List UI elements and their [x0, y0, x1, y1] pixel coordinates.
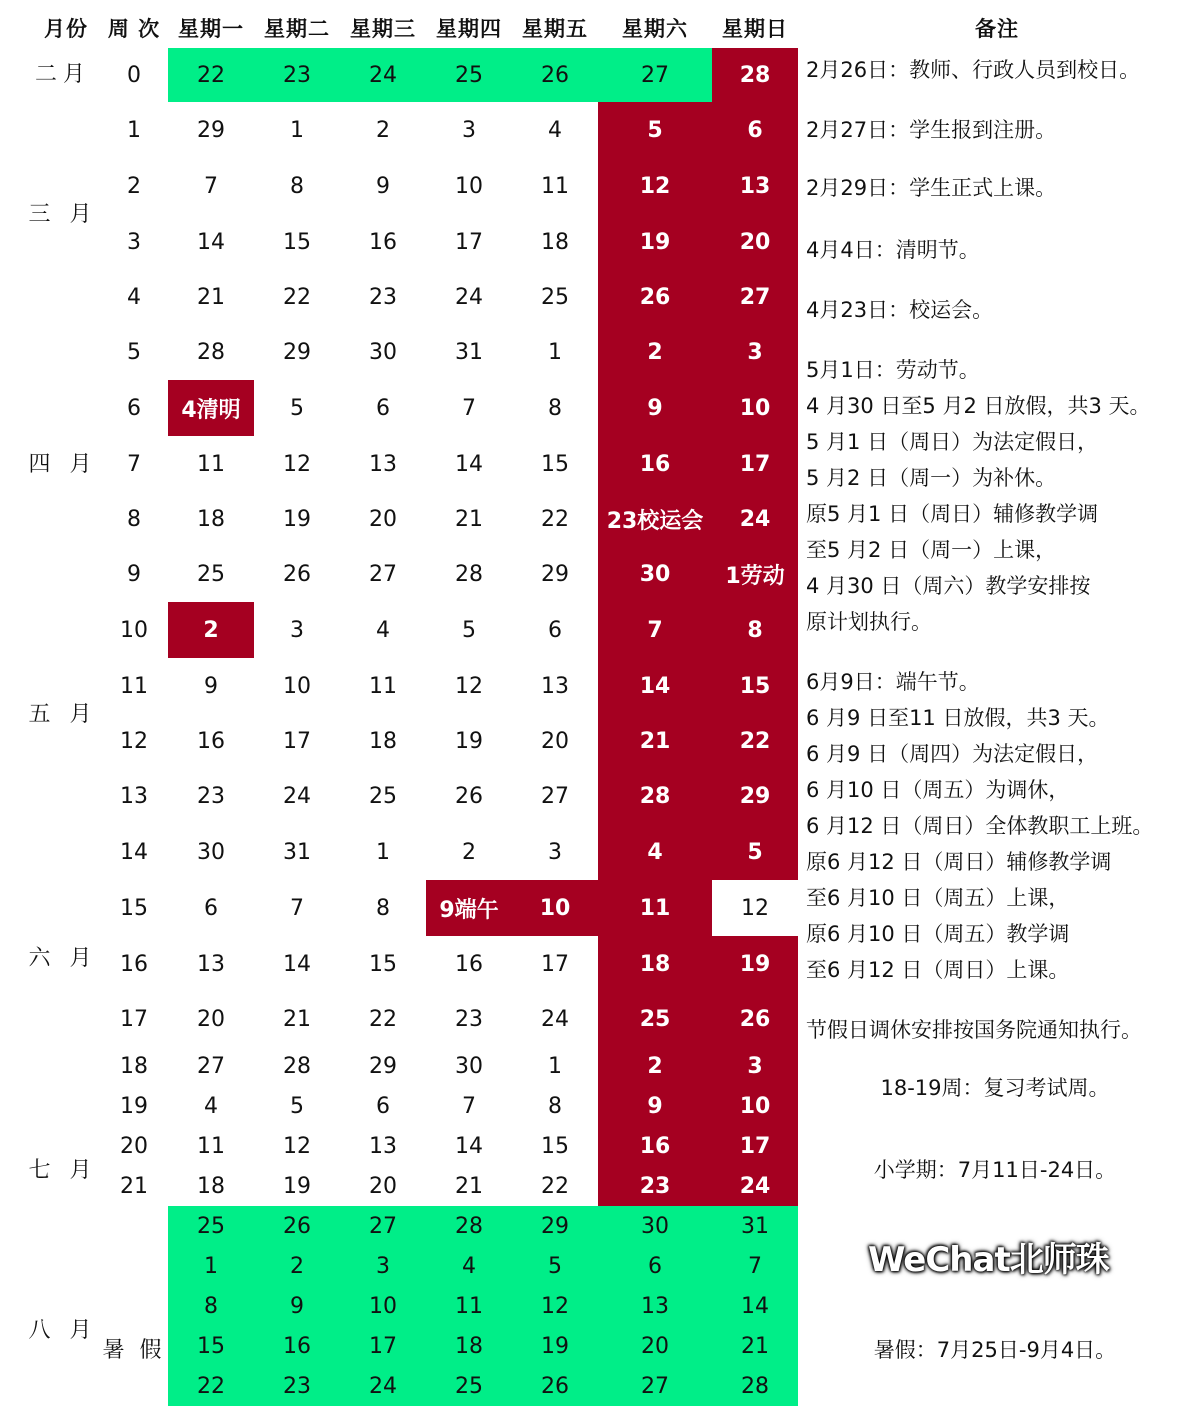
day-cell: 20: [712, 214, 798, 270]
week-number: 18: [120, 1053, 148, 1079]
week-number: 6: [127, 395, 141, 421]
day-cell: 7: [462, 395, 476, 421]
wechat-watermark: WeChat北师珠: [868, 1240, 1109, 1280]
day-cell: 13: [197, 951, 225, 977]
day-cell: 13: [712, 158, 798, 214]
day-cell: 16: [598, 436, 712, 492]
week-number: [100, 1286, 168, 1326]
day-cell: 8: [712, 602, 798, 658]
day-cell: 4: [548, 117, 562, 143]
note-line: 6月9日：端午节。: [806, 670, 980, 694]
day-cell: 22: [168, 48, 254, 102]
day-cell: 10: [455, 173, 483, 199]
day-cell: 21: [455, 1173, 483, 1199]
week-number: [100, 1206, 168, 1246]
week-number: 0: [127, 62, 141, 88]
day-cell: 22: [541, 1173, 569, 1199]
day-cell: 17: [340, 1326, 426, 1366]
day-cell: 9: [204, 673, 218, 699]
day-cell: 7: [290, 895, 304, 921]
day-cell: 5: [290, 1093, 304, 1119]
day-cell: 27: [712, 270, 798, 324]
day-cell: 18: [197, 1173, 225, 1199]
day-cell: 26: [598, 270, 712, 324]
day-cell: 21: [455, 506, 483, 532]
day-cell: 14: [197, 229, 225, 255]
note-line: 至6 月12 日（周日）上课。: [806, 958, 1070, 982]
day-cell: 8: [376, 895, 390, 921]
day-cell: 24: [541, 1006, 569, 1032]
day-cell: 10: [712, 380, 798, 436]
day-cell: 7: [598, 602, 712, 658]
day-cell: 2: [598, 1046, 712, 1086]
day-cell: 19: [512, 1326, 598, 1366]
day-cell: 29: [512, 1206, 598, 1246]
day-cell: 28: [197, 339, 225, 365]
day-cell: 5: [462, 617, 476, 643]
day-cell: 23校运会: [598, 492, 712, 546]
day-cell: 29: [369, 1053, 397, 1079]
day-cell: 22: [168, 1366, 254, 1406]
day-cell: 7: [462, 1093, 476, 1119]
week-number: 12: [120, 728, 148, 754]
month-label-apr: 四 月: [28, 451, 98, 477]
day-cell: 19: [455, 728, 483, 754]
day-cell: 30: [598, 546, 712, 602]
header-week: 周 次: [107, 17, 161, 41]
week-number: 14: [120, 839, 148, 865]
week-number: 11: [120, 673, 148, 699]
day-cell: 27: [598, 1366, 712, 1406]
day-cell: 31: [455, 339, 483, 365]
day-cell: 9: [254, 1286, 340, 1326]
day-cell: 12: [283, 451, 311, 477]
note-summer: 暑假：7月25日-9月4日。: [873, 1338, 1117, 1362]
day-cell: 5: [512, 1246, 598, 1286]
day-cell: 16: [369, 229, 397, 255]
day-cell: 14: [283, 951, 311, 977]
day-cell: 9端午: [426, 880, 512, 936]
day-cell: 10: [283, 673, 311, 699]
week-number: 1: [127, 117, 141, 143]
day-cell: 22: [541, 506, 569, 532]
day-cell: 21: [598, 714, 712, 768]
day-cell: 17: [283, 728, 311, 754]
day-cell: 13: [541, 673, 569, 699]
day-cell: 8: [168, 1286, 254, 1326]
day-cell: 12: [741, 895, 769, 921]
day-cell: 20: [598, 1326, 712, 1366]
day-cell: 19: [283, 506, 311, 532]
day-cell: 4: [376, 617, 390, 643]
day-cell: 4: [598, 824, 712, 880]
day-cell: 24: [340, 48, 426, 102]
day-cell: 12: [598, 158, 712, 214]
day-cell: 12: [455, 673, 483, 699]
day-cell: 16: [254, 1326, 340, 1366]
day-cell: 25: [541, 284, 569, 310]
header-notes: 备注: [975, 17, 1019, 41]
day-cell: 12: [512, 1286, 598, 1326]
note-line: 2月26日：教师、行政人员到校日。: [806, 58, 1141, 82]
day-cell: 24: [712, 1166, 798, 1206]
week-number: [100, 1246, 168, 1286]
week-number: 2: [127, 173, 141, 199]
day-cell: 27: [541, 783, 569, 809]
day-cell: 11: [598, 880, 712, 936]
day-cell: 11: [426, 1286, 512, 1326]
note-line: 4月23日：校运会。: [806, 298, 994, 322]
day-cell: 10: [512, 880, 598, 936]
month-label-feb: 二月: [34, 61, 91, 87]
day-cell: 21: [712, 1326, 798, 1366]
day-cell: 3: [462, 117, 476, 143]
note-line: 原6 月12 日（周日）辅修教学调: [806, 850, 1112, 874]
day-cell: 22: [283, 284, 311, 310]
day-cell: 6: [712, 102, 798, 158]
note-line: 2月29日：学生正式上课。: [806, 176, 1057, 200]
day-cell: 28: [283, 1053, 311, 1079]
day-cell: 13: [369, 1133, 397, 1159]
week-number: 4: [127, 284, 141, 310]
day-cell: 16: [598, 1126, 712, 1166]
day-cell: 29: [712, 768, 798, 824]
day-cell: 14: [598, 658, 712, 714]
day-cell: 23: [369, 284, 397, 310]
day-cell: 15: [369, 951, 397, 977]
day-cell: 5: [290, 395, 304, 421]
day-cell: 14: [455, 1133, 483, 1159]
week-number: [100, 1326, 168, 1366]
day-cell: 22: [712, 714, 798, 768]
day-cell: 8: [548, 1093, 562, 1119]
day-cell: 31: [712, 1206, 798, 1246]
month-label-aug: 八 月: [28, 1317, 98, 1343]
day-cell: 1: [376, 839, 390, 865]
day-cell: 6: [376, 395, 390, 421]
day-cell: 27: [598, 48, 712, 102]
note-line: 5 月2 日（周一）为补休。: [806, 466, 1057, 490]
day-cell: 28: [712, 48, 798, 102]
month-label-jun: 六 月: [28, 945, 98, 971]
day-cell: 15: [541, 451, 569, 477]
day-cell: 30: [197, 839, 225, 865]
header-tuesday: 星期二: [264, 17, 330, 41]
day-cell: 24: [455, 284, 483, 310]
day-cell: 23: [254, 1366, 340, 1406]
day-cell: 8: [548, 395, 562, 421]
header-wednesday: 星期三: [350, 17, 416, 41]
day-cell: 17: [712, 1126, 798, 1166]
day-cell: 21: [283, 1006, 311, 1032]
day-cell: 2: [598, 324, 712, 380]
week-number: 9: [127, 561, 141, 587]
day-cell: 13: [369, 451, 397, 477]
day-cell: 1劳动: [712, 546, 798, 602]
header-month: 月份: [44, 17, 88, 41]
day-cell: 25: [168, 1206, 254, 1246]
day-cell: 15: [168, 1326, 254, 1366]
day-cell: 19: [283, 1173, 311, 1199]
day-cell: 18: [541, 229, 569, 255]
day-cell: 14: [455, 451, 483, 477]
day-cell: 7: [712, 1246, 798, 1286]
day-cell: 3: [290, 617, 304, 643]
header-sunday: 星期日: [722, 17, 788, 41]
day-cell: 1: [168, 1246, 254, 1286]
day-cell: 26: [512, 1366, 598, 1406]
day-cell: 23: [254, 48, 340, 102]
week-number: 17: [120, 1006, 148, 1032]
day-cell: 15: [283, 229, 311, 255]
month-label-jul: 七 月: [28, 1157, 98, 1183]
day-cell: 5: [712, 824, 798, 880]
note-line: 6 月12 日（周日）全体教职工上班。: [806, 814, 1154, 838]
day-cell: 11: [197, 1133, 225, 1159]
day-cell: 18: [369, 728, 397, 754]
note-line: 6 月10 日（周五）为调休，: [806, 778, 1070, 802]
day-cell: 26: [455, 783, 483, 809]
week-number: 16: [120, 951, 148, 977]
day-cell: 29: [541, 561, 569, 587]
day-cell: 3: [340, 1246, 426, 1286]
day-cell: 18: [598, 936, 712, 992]
note-line: 6 月9 日至11 日放假，共3 天。: [806, 706, 1110, 730]
day-cell: 6: [204, 895, 218, 921]
day-cell: 20: [197, 1006, 225, 1032]
day-cell: 7: [204, 173, 218, 199]
day-cell: 20: [369, 506, 397, 532]
day-cell: 3: [712, 324, 798, 380]
day-cell: 3: [548, 839, 562, 865]
day-cell: 9: [376, 173, 390, 199]
day-cell: 6: [376, 1093, 390, 1119]
day-cell: 25: [369, 783, 397, 809]
day-cell: 17: [541, 951, 569, 977]
week-number: 7: [127, 451, 141, 477]
day-cell: 20: [369, 1173, 397, 1199]
header-monday: 星期一: [178, 17, 244, 41]
day-cell: 17: [712, 436, 798, 492]
day-cell: 22: [369, 1006, 397, 1032]
day-cell: 6: [598, 1246, 712, 1286]
day-cell: 6: [548, 617, 562, 643]
day-cell: 25: [197, 561, 225, 587]
day-cell: 29: [283, 339, 311, 365]
day-cell: 26: [254, 1206, 340, 1246]
summer-label: 暑 假: [102, 1337, 166, 1363]
day-cell: 3: [712, 1046, 798, 1086]
day-cell: 1: [548, 1053, 562, 1079]
header-saturday: 星期六: [622, 17, 688, 41]
day-cell: 30: [598, 1206, 712, 1246]
week-number: 5: [127, 339, 141, 365]
day-cell: 30: [369, 339, 397, 365]
note-line: 4月4日：清明节。: [806, 238, 980, 262]
note-line: 5 月1 日（周日）为法定假日，: [806, 430, 1099, 454]
note-line: 2月27日：学生报到注册。: [806, 118, 1057, 142]
week-number: 21: [120, 1173, 148, 1199]
day-cell: 18: [197, 506, 225, 532]
week-number: [100, 1366, 168, 1406]
day-cell: 19: [598, 214, 712, 270]
day-cell: 18: [426, 1326, 512, 1366]
day-cell: 28: [598, 768, 712, 824]
day-cell: 9: [598, 380, 712, 436]
week-number: 19: [120, 1093, 148, 1119]
day-cell: 28: [426, 1206, 512, 1246]
week-number: 15: [120, 895, 148, 921]
day-cell: 9: [598, 1086, 712, 1126]
day-cell: 10: [340, 1286, 426, 1326]
day-cell: 13: [598, 1286, 712, 1326]
day-cell: 1: [290, 117, 304, 143]
day-cell: 27: [197, 1053, 225, 1079]
note-line: 原计划执行。: [806, 610, 932, 634]
day-cell: 31: [283, 839, 311, 865]
note-line: 5月1日：劳动节。: [806, 358, 980, 382]
day-cell: 4清明: [168, 380, 254, 436]
day-cell: 17: [455, 229, 483, 255]
day-cell: 11: [369, 673, 397, 699]
header-thursday: 星期四: [436, 17, 502, 41]
day-cell: 24: [283, 783, 311, 809]
note-line: 原5 月1 日（周日）辅修教学调: [806, 502, 1099, 526]
note-short-term: 小学期：7月11日-24日。: [873, 1158, 1117, 1182]
day-cell: 4: [204, 1093, 218, 1119]
day-cell: 26: [712, 992, 798, 1046]
day-cell: 1: [548, 339, 562, 365]
day-cell: 26: [512, 48, 598, 102]
day-cell: 25: [426, 1366, 512, 1406]
day-cell: 20: [541, 728, 569, 754]
note-line: 4 月30 日至5 月2 日放假，共3 天。: [806, 394, 1151, 418]
day-cell: 2: [254, 1246, 340, 1286]
week-number: 13: [120, 783, 148, 809]
note-line: 6 月9 日（周四）为法定假日，: [806, 742, 1099, 766]
day-cell: 24: [340, 1366, 426, 1406]
day-cell: 24: [712, 492, 798, 546]
week-number: 10: [120, 617, 148, 643]
week-number: 20: [120, 1133, 148, 1159]
day-cell: 19: [712, 936, 798, 992]
day-cell: 10: [712, 1086, 798, 1126]
note-line: 至6 月10 日（周五）上课，: [806, 886, 1070, 910]
day-cell: 15: [541, 1133, 569, 1159]
day-cell: 15: [712, 658, 798, 714]
note-exam-week: 18-19周：复习考试周。: [880, 1076, 1110, 1100]
day-cell: 25: [426, 48, 512, 102]
day-cell: 23: [455, 1006, 483, 1032]
note-line: 至5 月2 日（周一）上课，: [806, 538, 1057, 562]
month-label-may: 五 月: [28, 701, 98, 727]
day-cell: 11: [197, 451, 225, 477]
day-cell: 21: [197, 284, 225, 310]
note-line: 原6 月10 日（周五）教学调: [806, 922, 1070, 946]
day-cell: 12: [283, 1133, 311, 1159]
day-cell: 23: [197, 783, 225, 809]
day-cell: 16: [197, 728, 225, 754]
note-line: 4 月30 日（周六）教学安排按: [806, 574, 1091, 598]
day-cell: 14: [712, 1286, 798, 1326]
week-number: 3: [127, 229, 141, 255]
day-cell: 8: [290, 173, 304, 199]
month-label-mar: 三 月: [28, 201, 98, 227]
day-cell: 26: [283, 561, 311, 587]
note-line: 节假日调休安排按国务院通知执行。: [806, 1018, 1142, 1042]
day-cell: 25: [598, 992, 712, 1046]
day-cell: 28: [455, 561, 483, 587]
day-cell: 11: [541, 173, 569, 199]
header-friday: 星期五: [522, 17, 588, 41]
day-cell: 2: [376, 117, 390, 143]
day-cell: 23: [598, 1166, 712, 1206]
day-cell: 28: [712, 1366, 798, 1406]
day-cell: 27: [369, 561, 397, 587]
day-cell: 16: [455, 951, 483, 977]
week-number: 8: [127, 506, 141, 532]
day-cell: 30: [455, 1053, 483, 1079]
day-cell: 2: [168, 602, 254, 658]
day-cell: 29: [197, 117, 225, 143]
day-cell: 2: [462, 839, 476, 865]
day-cell: 27: [340, 1206, 426, 1246]
day-cell: 5: [598, 102, 712, 158]
day-cell: 4: [426, 1246, 512, 1286]
